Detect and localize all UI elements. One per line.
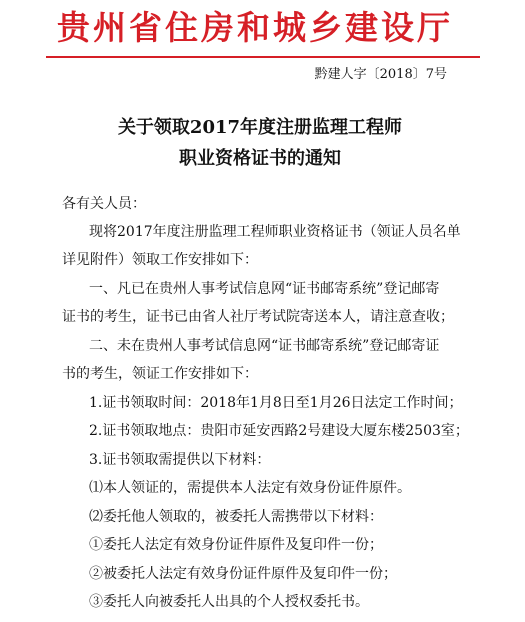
body-line: ⑵委托他人领取的，被委托人需携带以下材料： (89, 509, 383, 525)
body-line: ⑴本人领证的，需提供本人法定有效身份证件原件。 (89, 480, 411, 496)
body-line: 2.证书领取地点：贵阳市延安西路2号建设大厦东楼2503室； (89, 423, 469, 439)
document-number: 黔建人字〔2018〕7号 (314, 67, 447, 82)
body-line: ②被委托人法定有效身份证件原件及复印件一份； (89, 566, 397, 582)
body-line: 现将2017年度注册监理工程师职业资格证书（领证人员名单 (89, 224, 461, 240)
body-line: 书的考生，领证工作安排如下： (62, 366, 258, 382)
salutation: 各有关人员： (62, 196, 146, 212)
body-line: 详见附件）领取工作安排如下： (62, 252, 258, 268)
body-line: ③委托人向被委托人出具的个人授权委托书。 (89, 594, 369, 610)
body-line: 一、凡已在贵州人事考试信息网“证书邮寄系统”登记邮寄 (89, 281, 440, 297)
body-line: 二、未在贵州人事考试信息网“证书邮寄系统”登记邮寄证 (89, 338, 440, 354)
body-line: 证书的考生，证书已由省人社厅考试院寄送本人，请注意查收； (62, 309, 454, 325)
issuing-authority-header: 贵州省住房和城乡建设厅 (57, 8, 453, 47)
body-line: 3.证书领取需提供以下材料： (89, 452, 271, 468)
red-header-rule (46, 56, 480, 58)
document-title-line-2: 职业资格证书的通知 (179, 148, 341, 169)
body-line: 1.证书领取时间：2018年1月8日至1月26日法定工作时间； (89, 395, 463, 411)
document-title-line-1: 关于领取2017年度注册监理工程师 (117, 117, 403, 138)
body-line: ①委托人法定有效身份证件原件及复印件一份； (89, 537, 383, 553)
